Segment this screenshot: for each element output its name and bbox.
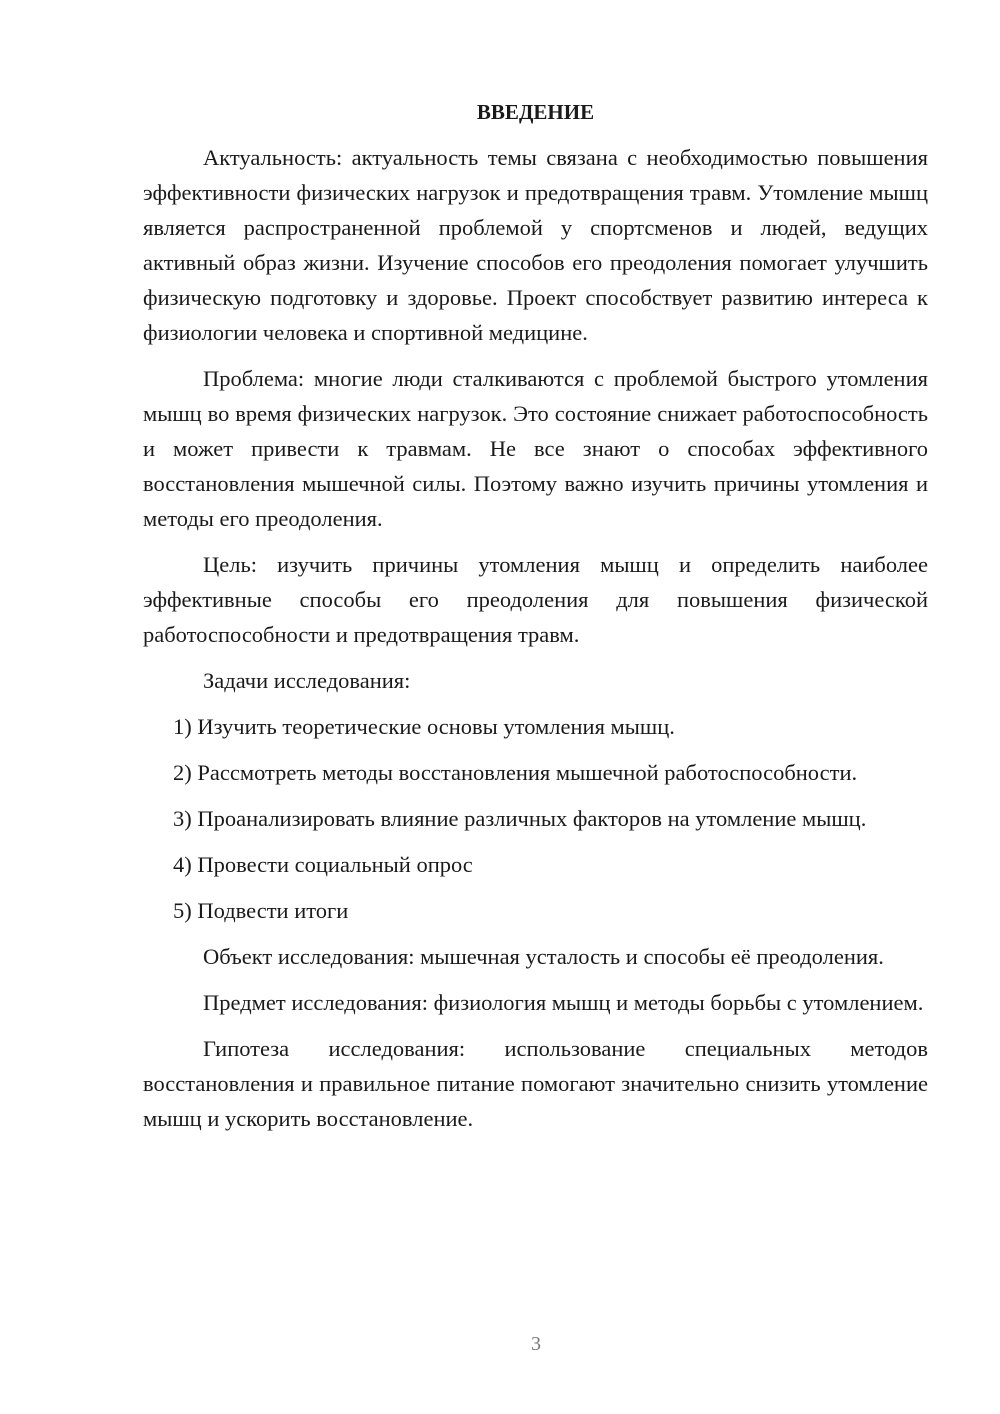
task-item-3: 3) Проанализировать влияние различных факторов на утомление мышц. xyxy=(173,806,867,831)
page-title: ВВЕДЕНИЕ xyxy=(476,100,595,124)
paragraph-hypothesis: Гипотеза исследования: использование специальных методов восстановления и правильное питание помогают значительно снизить утомление мышц и ускорить восстановление. xyxy=(143,1036,928,1131)
paragraph-problem: Проблема: многие люди сталкиваются с проблемой быстрого утомления мышц во время физических нагрузок. Это состояние снижает работоспособность и может привести к травмам. Не все знают о способах эффективного восстановления мышечной силы. Поэтому важно изучить причины утомления и методы его преодоления. xyxy=(143,366,928,531)
task-item-1: 1) Изучить теоретические основы утомления мышц. xyxy=(173,714,675,739)
paragraph-object: Объект исследования: мышечная усталость и способы её преодоления. xyxy=(203,944,884,969)
paragraph-subject: Предмет исследования: физиология мышц и методы борьбы с утомлением. xyxy=(203,990,924,1015)
task-item-2: 2) Рассмотреть методы восстановления мышечной работоспособности. xyxy=(173,760,858,785)
paragraph-goal: Цель: изучить причины утомления мышц и определить наиболее эффективные способы его преодоления для повышения физической работоспособности и предотвращения травм. xyxy=(143,552,928,647)
tasks-heading: Задачи исследования: xyxy=(203,668,411,693)
task-item-4: 4) Провести социальный опрос xyxy=(173,852,473,877)
page-content xyxy=(143,95,928,1147)
task-item-5: 5) Подвести итоги xyxy=(173,898,349,923)
paragraph-relevance: Актуальность: актуальность темы связана с необходимостью повышения эффективности физических нагрузок и предотвращения травм. Утомление мышц является распространенной проблемой у спортсменов и людей, ведущих активный образ жизни. Изучение способов его преодоления помогает улучшить физическую подготовку и здоровье. Проект способствует развитию интереса к физиологии человека и спортивной медицине. xyxy=(143,145,928,345)
page-number: 3 xyxy=(531,1333,541,1355)
